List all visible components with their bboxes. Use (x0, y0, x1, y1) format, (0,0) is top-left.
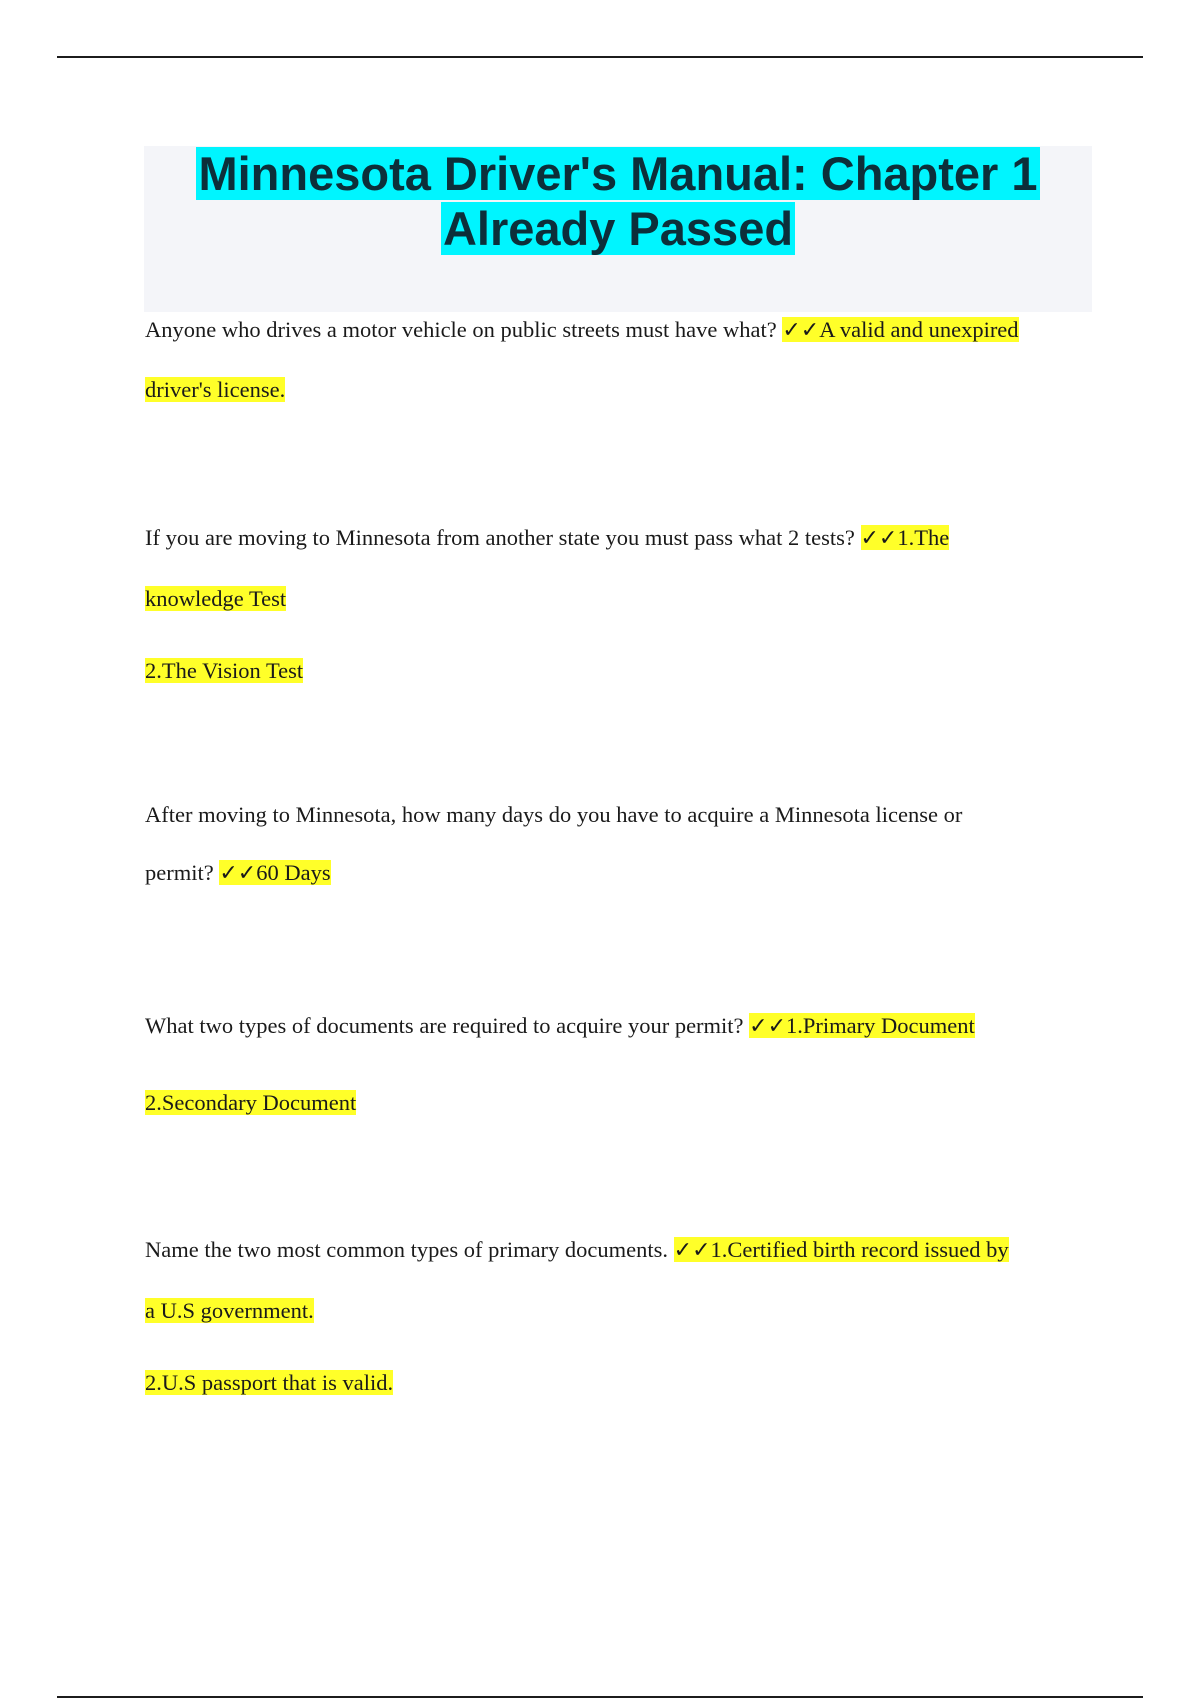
title-line-1: Minnesota Driver's Manual: Chapter 1 (198, 147, 1038, 200)
answer-5-line-3: 2.U.S passport that is valid. (145, 1370, 394, 1395)
qa-item-5-line-1 (145, 1235, 1009, 1266)
question-4: What two types of documents are required to acquire your permit? (145, 1013, 744, 1038)
title-block (144, 146, 1092, 312)
question-5: Name the two most common types of primary documents. (145, 1237, 669, 1262)
footer-rule (57, 1696, 1143, 1698)
qa-item-1-line-2 (145, 375, 285, 405)
check-mark-icon: ✓✓ (749, 1014, 787, 1039)
question-3-line-2: permit? (145, 860, 214, 885)
qa-item-5-line-3 (145, 1368, 393, 1398)
answer-2-line-2: knowledge Test (145, 586, 287, 611)
question-1: Anyone who drives a motor vehicle on public streets must have what? (145, 317, 777, 342)
answer-2-line-3: 2.The Vision Test (145, 658, 304, 683)
qa-item-4-line-1 (145, 1011, 975, 1042)
qa-item-3-line-2 (145, 858, 331, 889)
document-title (144, 146, 1092, 256)
question-3-line-1: After moving to Minnesota, how many days do you have to acquire a Minnesota license or (145, 802, 963, 827)
check-mark-icon: ✓✓ (673, 1238, 711, 1263)
answer-2-line-1: ✓✓1.The (860, 525, 950, 551)
answer-4-line-1: ✓✓1.Primary Document (749, 1013, 975, 1039)
qa-item-5-line-2 (145, 1296, 314, 1326)
qa-item-1-line-1 (145, 315, 1019, 346)
qa-item-2-line-1 (145, 523, 949, 554)
qa-item-2-line-3 (145, 656, 303, 686)
check-mark-icon: ✓✓ (219, 861, 257, 886)
qa-item-2-line-2 (145, 584, 286, 614)
answer-3-line-1: ✓✓60 Days (219, 860, 331, 886)
check-mark-icon: ✓✓ (860, 526, 898, 551)
header-rule (57, 56, 1143, 58)
qa-item-4-line-2 (145, 1088, 356, 1118)
answer-4-line-2: 2.Secondary Document (145, 1090, 357, 1115)
question-2: If you are moving to Minnesota from another state you must pass what 2 tests? (145, 525, 855, 550)
answer-1-line-1: ✓✓A valid and unexpired (782, 317, 1019, 343)
title-line-2: Already Passed (442, 202, 794, 255)
answer-1-line-2: driver's license. (145, 377, 286, 402)
answer-5-line-2: a U.S government. (145, 1298, 314, 1323)
qa-item-3-line-1 (145, 800, 962, 830)
answer-5-line-1: ✓✓1.Certified birth record issued by (673, 1237, 1009, 1263)
check-mark-icon: ✓✓ (782, 318, 820, 343)
